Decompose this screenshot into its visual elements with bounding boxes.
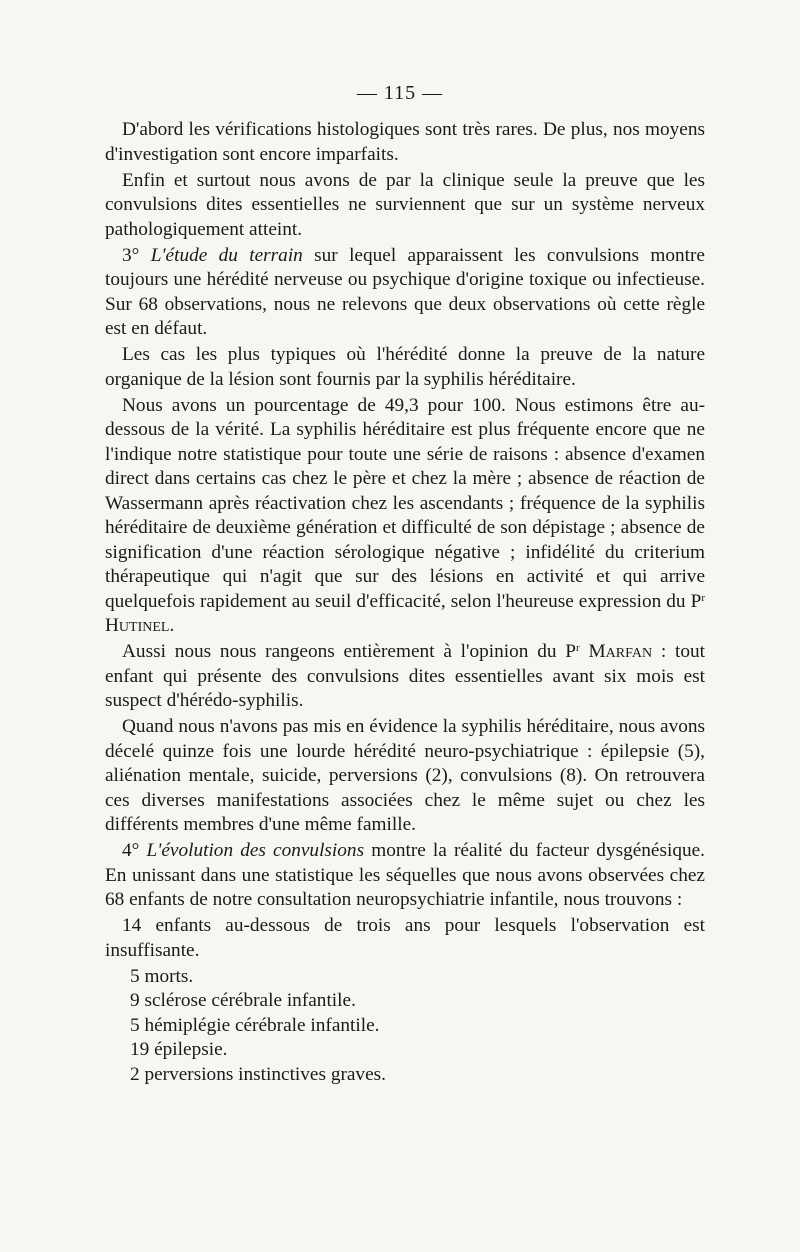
section-number: 3° — [122, 244, 151, 266]
list-item: 5 morts. — [130, 965, 194, 987]
paragraph-6-rest: : tout enfant qui présente des convulsions dites essentielles avant six mois est suspect d'hérédo-syphilis. — [105, 641, 705, 711]
paragraph-6-text: Aussi nous nous rangeons entièrement à l'opinion du P — [122, 641, 577, 662]
section-title: L'étude du terrain — [150, 244, 303, 266]
author-name: Hutinel. — [105, 615, 175, 636]
paragraph-2: Enfin et surtout nous avons de par la clinique seule la preuve que les convulsions dites essentielles ne surviennent que sur un système nerveux pathologiquement atteint. — [105, 169, 705, 240]
paragraph-6 — [105, 640, 705, 714]
list-item: 9 sclérose cérébrale infantile. — [130, 990, 356, 1011]
paragraph-5 — [105, 394, 705, 639]
list-item: 19 épilepsie. — [130, 1039, 228, 1060]
paragraph-3-text: sur lequel apparaissent les convulsions montre toujours une hérédité nerveuse ou psychique d'origine toxique ou infectieuse. Sur 68 observations, nous ne relevons que deux observations où cette règle est en défaut. — [105, 244, 705, 339]
title-superscript: r — [576, 642, 580, 654]
paragraph-8 — [105, 839, 705, 913]
paragraph-8-text: montre la réalité du facteur dysgénésique. En unissant dans une statistique les séquelles que nous avons observées chez 68 enfants de notre consultation neuropsychiatrie infantile, nous trouvons : — [105, 840, 706, 910]
author-name: Marfan — [579, 641, 653, 662]
list-item: 5 hémiplégie cérébrale infantile. — [130, 1014, 380, 1036]
section-number: 4° — [122, 840, 147, 861]
paragraph-4: Les cas les plus typiques où l'hérédité donne la preuve de la nature organique de la lésion sont fournis par la syphilis héréditaire. — [105, 344, 705, 390]
list-item: 2 perversions instinctives graves. — [130, 1063, 386, 1085]
paragraph-3 — [105, 244, 705, 342]
paragraph-1: D'abord les vérifications histologiques sont très rares. De plus, nos moyens d'investigation sont encore imparfaits. — [105, 119, 705, 165]
title-superscript: r — [701, 591, 705, 604]
page-number: — 115 — — [356, 82, 444, 104]
section-title: L'évolution des convulsions — [146, 840, 365, 861]
paragraph-5-text: Nous avons un pourcentage de 49,3 pour 100. Nous estimons être au-dessous de la vérité. La syphilis héréditaire est plus fréquente encore que ne l'indique notre statistique pour toute une série de raisons : absence d'examen direct dans certains cas chez le père et chez la mère ; absence de réaction de Wassermann après réactivation chez les ascendants ; fréquence de la syphilis héréditaire de deuxième génération et difficulté de son dépistage ; absence de signification d'une réaction sérologique négative ; infidélité du criterium thérapeutique qui n'agit que sur des lésions en activité et qui arrive quelquefois rapidement au seuil d'efficacité, selon l'heureuse expression du P — [105, 394, 705, 612]
paragraph-7: Quand nous n'avons pas mis en évidence la syphilis héréditaire, nous avons décelé quinze fois une lourde hérédité neuro-psychiatrique : épilepsie (5), aliénation mentale, suicide, perversions (2), convulsions (8). On retrouvera ces diverses manifestations associées chez le même sujet ou chez les différents membres d'une même famille. — [105, 716, 705, 835]
body-text — [105, 118, 705, 1087]
paragraph-9: 14 enfants au-dessous de trois ans pour lesquels l'observation est insuffisante. — [105, 915, 705, 961]
